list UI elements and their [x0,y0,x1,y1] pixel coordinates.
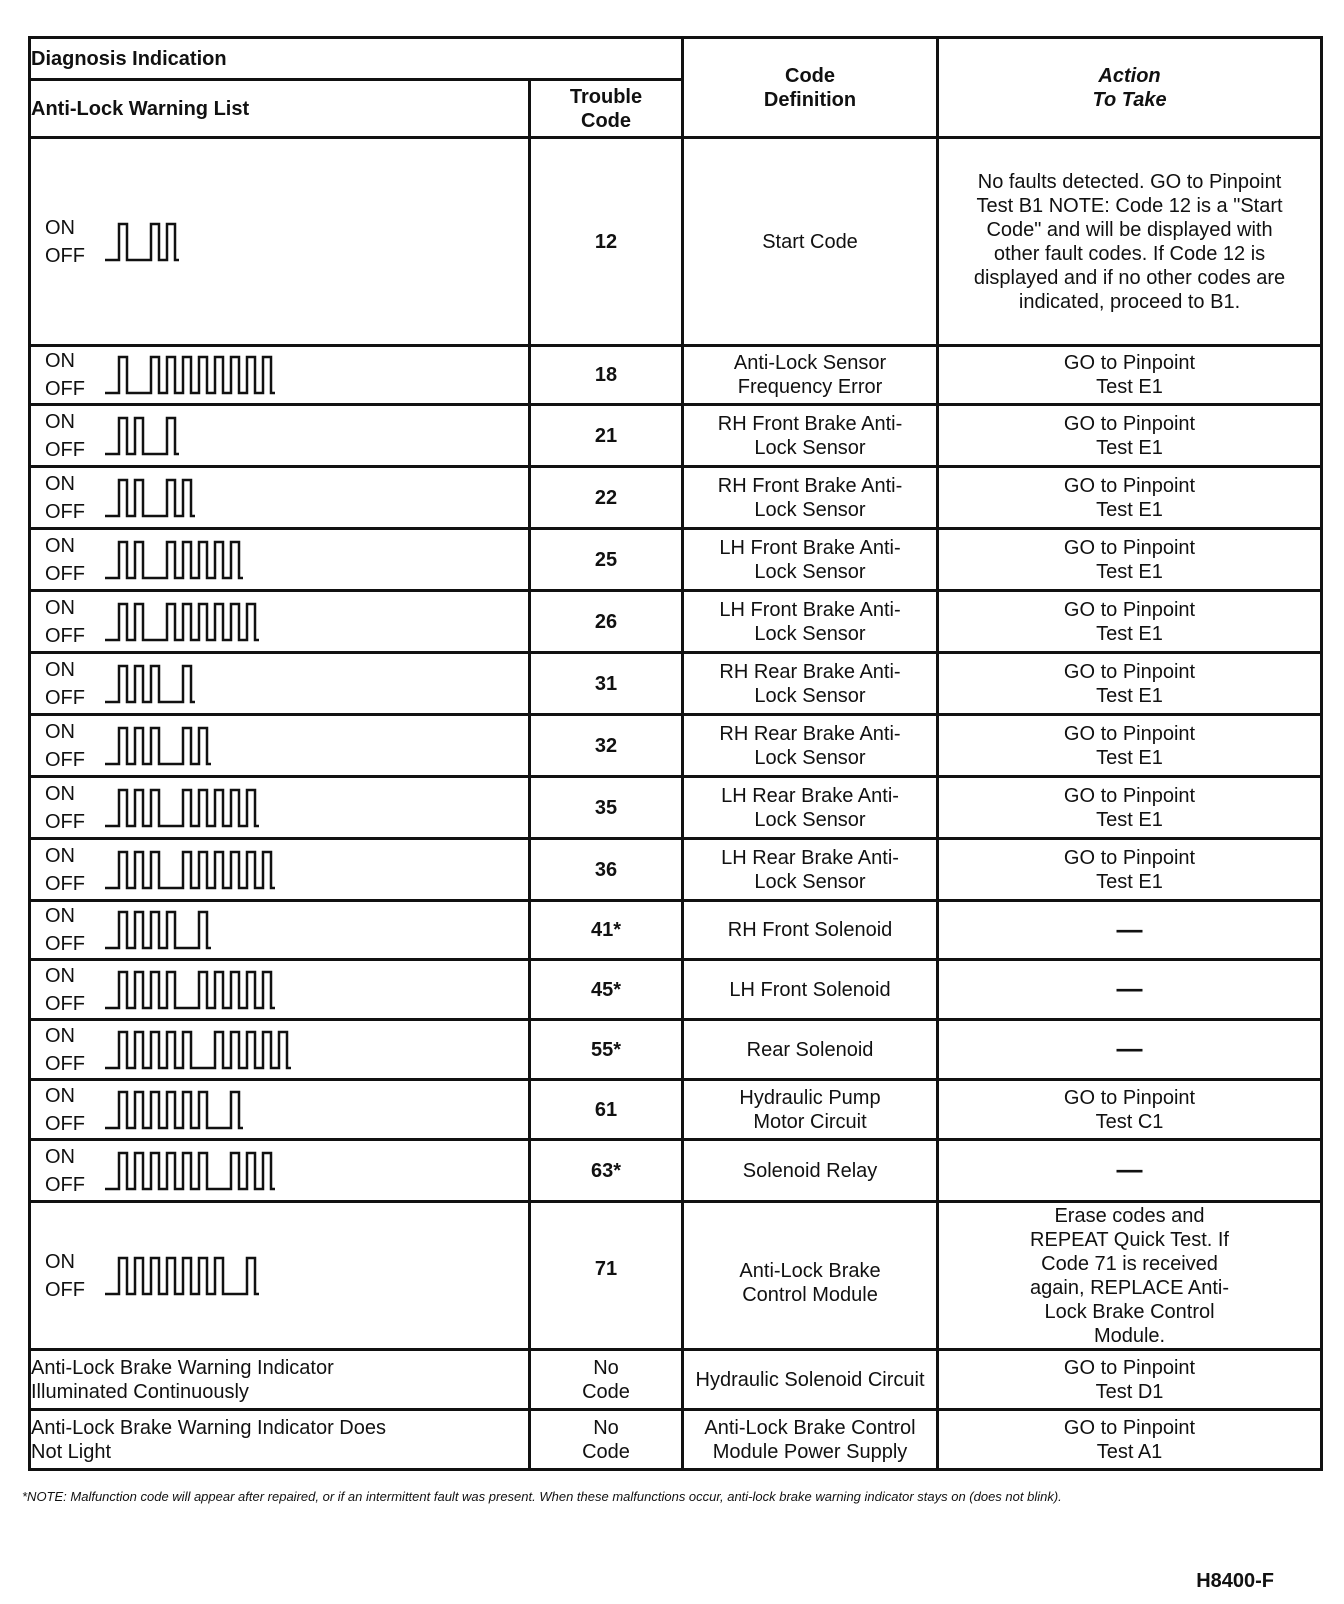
code-definition [683,777,938,839]
on-label: ON [45,964,75,987]
code-definition [683,1410,938,1470]
code-definition [683,1080,938,1140]
pulse-path [105,1153,275,1189]
blink-pattern [31,470,528,526]
on-off-labels [45,1022,103,1078]
table-row [30,138,1322,346]
trouble-code: 22 [530,467,683,529]
figure-id: H8400-F [1196,1570,1274,1592]
code-definition-text: LH Front Solenoid [729,978,891,1001]
blink-pattern [31,780,528,836]
action-text: — [1116,1033,1143,1063]
trouble-code: 12 [530,138,683,346]
code-definition-text: Anti-Lock Brake Control Module [739,1260,881,1306]
action-text: — [1116,913,1143,944]
action-text: No faults detected. GO to Pinpoint Test B1 NOTE: Code 12 is a "Start Code" and will be displayed with other fault codes. If Code 12 is displayed and if no other codes are indicated, proceed to B1. [973,170,1286,313]
off-label: OFF [45,500,85,523]
indication-cell [30,1350,530,1410]
table-row [30,1140,1322,1202]
pulse-path [105,790,259,826]
action-to-take [938,1140,1322,1202]
code-definition-text: Anti-Lock Brake Control Module Power Supply [704,1416,916,1463]
code-definition-text: LH Rear Brake Anti-Lock Sensor [721,784,899,831]
off-label: OFF [45,1052,85,1075]
off-label: OFF [45,438,85,461]
trouble-code: 63* [530,1140,683,1202]
trouble-code: 21 [530,405,683,467]
action-to-take [938,346,1322,405]
action-to-take [938,1202,1322,1350]
trouble-code: 45* [530,960,683,1020]
on-off-labels [45,1248,103,1304]
trouble-code [530,1350,683,1410]
blink-pattern [31,656,528,712]
trouble-code-header [530,80,683,138]
trouble-code: 55* [530,1020,683,1080]
pulse-waveform [103,784,261,832]
code-definition-text: Rear Solenoid [746,1038,874,1061]
code-definition [683,529,938,591]
table-row [30,901,1322,960]
pulse-waveform [103,536,245,584]
trouble-code: 32 [530,715,683,777]
on-off-labels [45,1082,103,1138]
code-definition [683,346,938,405]
action-text: GO to Pinpoint Test E1 [1063,474,1196,521]
action-to-take [938,901,1322,960]
table-row [30,715,1322,777]
indicator-description: Anti-Lock Brake Warning Indicator Does Not Light [31,1416,386,1463]
trouble-code: 41* [530,901,683,960]
indication-cell [30,777,530,839]
on-off-labels [45,962,103,1018]
indication-cell [30,1410,530,1470]
pulse-waveform [103,846,277,894]
code-definition [683,901,938,960]
on-label: ON [45,720,75,743]
pulse-path [105,1092,243,1128]
diagnosis-table [28,36,1323,1471]
pulse-path [105,418,179,454]
on-label: ON [45,350,75,372]
on-label: ON [45,216,75,239]
code-definition [683,1020,938,1080]
on-label: ON [45,1250,75,1273]
trouble-code: 31 [530,653,683,715]
action-text: GO to Pinpoint Test D1 [1063,1356,1196,1403]
pulse-waveform [103,412,181,460]
pulse-path [105,604,259,640]
action-text: GO to Pinpoint Test E1 [1063,722,1196,769]
trouble-code: 35 [530,777,683,839]
off-label: OFF [45,1173,85,1196]
warning-list-header: Anti-Lock Warning List [30,80,530,138]
action-to-take [938,467,1322,529]
on-label: ON [45,844,75,867]
trouble-code-label: Trouble Code [569,85,643,132]
code-definition-text: RH Front Brake Anti-Lock Sensor [717,474,903,521]
blink-pattern [31,962,528,1018]
blink-pattern [31,718,528,774]
indication-cell [30,1020,530,1080]
off-label: OFF [45,624,85,647]
table-row [30,1202,1322,1350]
pulse-path [105,972,275,1008]
indication-cell [30,1140,530,1202]
table-row [30,839,1322,901]
indication-cell [30,467,530,529]
pulse-waveform [103,966,277,1014]
off-label: OFF [45,686,85,709]
off-label: OFF [45,872,85,895]
table-row [30,1410,1322,1470]
action-text: Erase codes and REPEAT Quick Test. If Code 71 is received again, REPLACE Anti-Lock Brake Control Module. [1030,1204,1230,1347]
code-definition-text: Anti-Lock Sensor Frequency Error [733,352,887,398]
on-off-labels [45,214,103,270]
on-off-labels [45,1143,103,1199]
code-definition-text: LH Front Brake Anti-Lock Sensor [719,536,901,583]
pulse-waveform [103,1026,293,1074]
table-row [30,1080,1322,1140]
table-row [30,591,1322,653]
action-to-take [938,1020,1322,1080]
off-label: OFF [45,933,85,955]
on-off-labels [45,347,103,403]
code-definition-text: Hydraulic Pump Motor Circuit [739,1086,881,1133]
blink-pattern [31,1082,528,1138]
code-definition-text: LH Front Brake Anti-Lock Sensor [719,598,901,645]
action-text: GO to Pinpoint Test E1 [1063,536,1196,583]
code-definition-text: RH Rear Brake Anti-Lock Sensor [719,660,901,707]
on-off-labels [45,408,103,464]
indication-cell [30,138,530,346]
pulse-path [105,666,195,702]
action-text: — [1116,1154,1143,1184]
on-label: ON [45,1145,75,1168]
off-label: OFF [45,810,85,833]
on-label: ON [45,1024,75,1047]
code-definition-text: LH Rear Brake Anti-Lock Sensor [721,846,899,893]
code-definition [683,960,938,1020]
trouble-code: 36 [530,839,683,901]
on-off-labels [45,780,103,836]
code-definition-text: RH Front Solenoid [727,919,893,941]
blink-pattern [31,214,528,270]
on-off-labels [45,532,103,588]
on-off-labels [45,718,103,774]
pulse-waveform [103,722,213,770]
trouble-code: 61 [530,1080,683,1140]
on-off-labels [45,594,103,650]
action-to-take [938,1350,1322,1410]
code-definition-header [683,38,938,138]
on-label: ON [45,596,75,619]
off-label: OFF [45,1112,85,1135]
on-off-labels [45,656,103,712]
trouble-code-text: No Code [582,1356,630,1403]
code-definition-text: Start Code [762,230,858,253]
on-label: ON [45,534,75,557]
blink-pattern [31,1022,528,1078]
pulse-waveform [103,218,181,266]
on-label: ON [45,1084,75,1107]
table-row [30,1350,1322,1410]
pulse-waveform [103,598,261,646]
action-to-take [938,1410,1322,1470]
action-text: — [1116,973,1143,1003]
pulse-path [105,1258,259,1294]
action-to-take [938,138,1322,346]
footnote: *NOTE: Malfunction code will appear after repaired, or if an intermittent fault was present. When these malfunctions occur, anti-lock brake warning indicator stays on (does not blink). [22,1489,1062,1504]
table-row [30,467,1322,529]
trouble-code: 26 [530,591,683,653]
action-text: GO to Pinpoint Test C1 [1063,1086,1196,1133]
trouble-code: 25 [530,529,683,591]
action-to-take [938,529,1322,591]
blink-pattern [31,408,528,464]
table-row [30,346,1322,405]
off-label: OFF [45,1278,85,1301]
code-definition [683,467,938,529]
action-to-take [938,715,1322,777]
blink-pattern [31,902,528,958]
code-definition [683,405,938,467]
code-definition-text: Hydraulic Solenoid Circuit [695,1368,925,1391]
action-to-take [938,1080,1322,1140]
on-off-labels [45,902,103,958]
on-off-labels [45,470,103,526]
code-definition [683,138,938,346]
blink-pattern [31,594,528,650]
code-definition-text: RH Rear Brake Anti-Lock Sensor [719,722,901,769]
pulse-waveform [103,474,197,522]
table-row [30,1020,1322,1080]
pulse-waveform [103,1147,277,1195]
table-row [30,960,1322,1020]
indication-cell [30,1080,530,1140]
indication-cell [30,346,530,405]
pulse-waveform [103,906,213,954]
pulse-path [105,542,243,578]
on-off-labels [45,842,103,898]
action-text: GO to Pinpoint Test E1 [1063,352,1196,398]
off-label: OFF [45,562,85,585]
indication-cell [30,1202,530,1350]
off-label: OFF [45,378,85,400]
code-definition [683,1202,938,1350]
table-row [30,653,1322,715]
indication-cell [30,839,530,901]
action-label: Action To Take [1092,64,1167,111]
indication-cell [30,901,530,960]
action-header [938,38,1322,138]
action-text: GO to Pinpoint Test E1 [1063,846,1196,893]
indication-cell [30,960,530,1020]
table-row [30,529,1322,591]
on-label: ON [45,472,75,495]
blink-pattern [31,532,528,588]
trouble-code [530,1410,683,1470]
code-definition-label: Code Definition [763,64,857,111]
on-label: ON [45,410,75,433]
action-to-take [938,653,1322,715]
on-label: ON [45,658,75,681]
code-definition [683,715,938,777]
table-body [30,138,1322,1470]
code-definition [683,1350,938,1410]
code-definition [683,839,938,901]
pulse-path [105,480,195,516]
blink-pattern [31,347,528,403]
pulse-path [105,224,179,260]
pulse-waveform [103,1086,245,1134]
off-label: OFF [45,244,85,267]
action-to-take [938,960,1322,1020]
pulse-path [105,1032,291,1068]
code-definition [683,1140,938,1202]
trouble-code-text: No Code [582,1416,630,1463]
trouble-code: 18 [530,346,683,405]
blink-pattern [31,1248,528,1304]
action-text: GO to Pinpoint Test E1 [1063,660,1196,707]
action-text: GO to Pinpoint Test A1 [1063,1416,1196,1463]
table-row [30,405,1322,467]
pulse-waveform [103,351,277,399]
indication-cell [30,591,530,653]
diagnosis-indication-header: Diagnosis Indication [30,38,683,80]
action-to-take [938,839,1322,901]
blink-pattern [31,842,528,898]
off-label: OFF [45,992,85,1015]
code-definition [683,591,938,653]
indication-cell [30,529,530,591]
code-definition-text: Solenoid Relay [742,1159,878,1182]
action-to-take [938,405,1322,467]
pulse-waveform [103,660,197,708]
indication-cell [30,715,530,777]
action-text: GO to Pinpoint Test E1 [1063,598,1196,645]
action-to-take [938,777,1322,839]
pulse-path [105,912,211,948]
trouble-code: 71 [530,1202,683,1350]
pulse-path [105,728,211,764]
indication-cell [30,653,530,715]
on-label: ON [45,782,75,805]
action-text: GO to Pinpoint Test E1 [1063,412,1196,459]
on-label: ON [45,905,75,927]
code-definition-text: RH Front Brake Anti-Lock Sensor [717,412,903,459]
code-definition [683,653,938,715]
pulse-waveform [103,1252,261,1300]
pulse-path [105,357,275,393]
pulse-path [105,852,275,888]
table-row [30,777,1322,839]
blink-pattern [31,1143,528,1199]
indication-cell [30,405,530,467]
indicator-description: Anti-Lock Brake Warning Indicator Illuminated Continuously [31,1356,334,1403]
action-to-take [938,591,1322,653]
off-label: OFF [45,748,85,771]
action-text: GO to Pinpoint Test E1 [1063,784,1196,831]
